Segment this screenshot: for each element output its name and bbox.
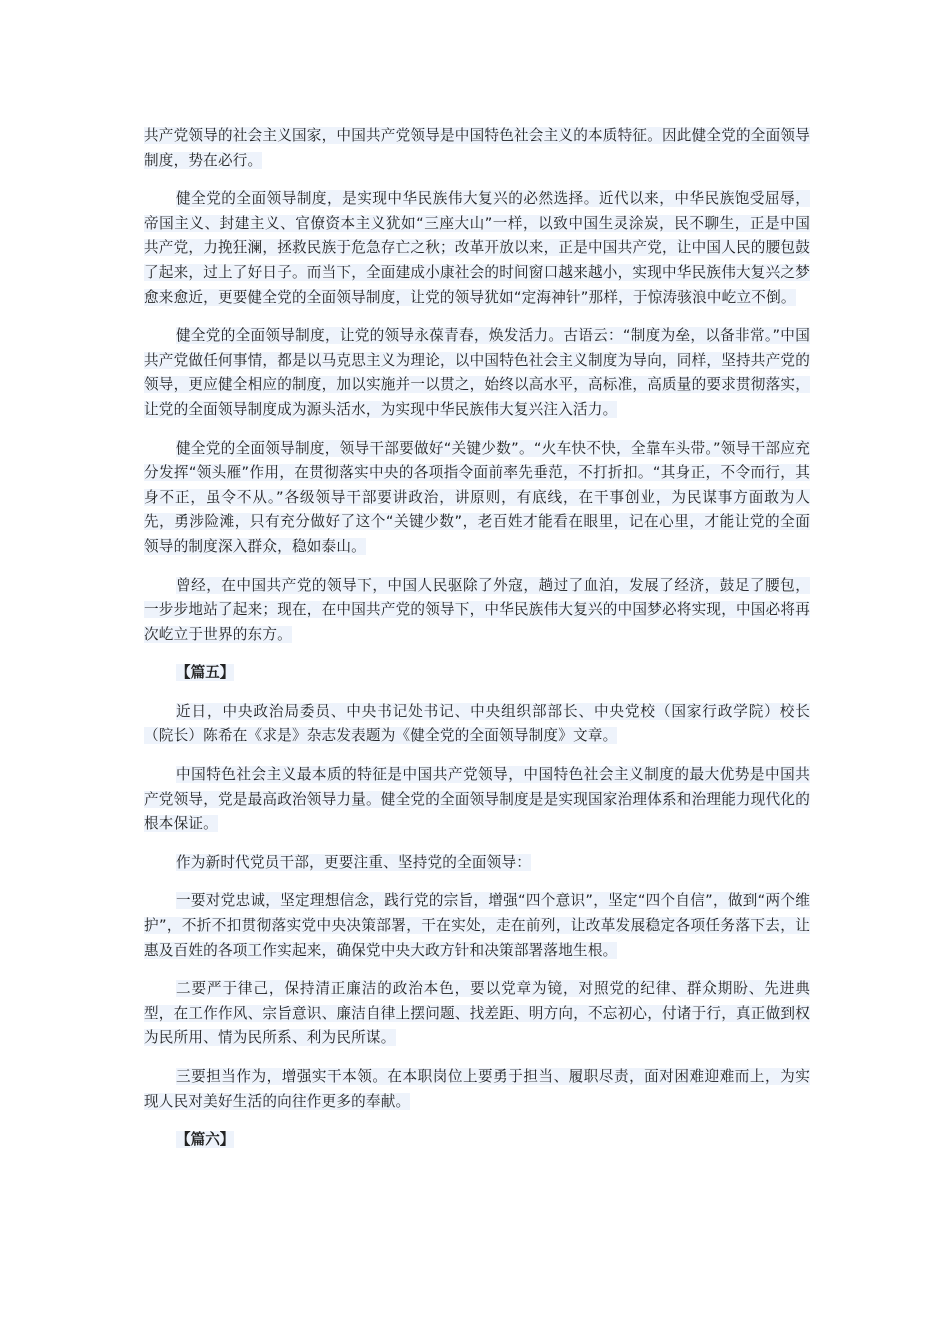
section-heading-5 xyxy=(144,661,810,686)
section5-paragraph-3 xyxy=(144,851,810,876)
section-heading-5-text: 【篇五】 xyxy=(176,664,235,682)
section-heading-6-text: 【篇六】 xyxy=(176,1131,235,1149)
section5-paragraph-5 xyxy=(144,977,810,1051)
section5-paragraph-1 xyxy=(144,700,810,749)
paragraph-4 xyxy=(144,437,810,560)
section5-paragraph-3-text: 作为新时代党员干部，更要注重、坚持党的全面领导： xyxy=(176,853,532,871)
section5-paragraph-6 xyxy=(144,1065,810,1114)
paragraph-5 xyxy=(144,574,810,648)
paragraph-2 xyxy=(144,187,810,310)
section5-paragraph-1-text: 近日，中央政治局委员、中央书记处书记、中央组织部部长、中央党校（国家行政学院）校长（院长）陈希在《求是》杂志发表题为《健全党的全面领导制度》文章。 xyxy=(144,702,810,745)
section5-paragraph-4 xyxy=(144,889,810,963)
paragraph-5-text: 曾经，在中国共产党的领导下，中国人民驱除了外寇，趟过了血泊，发展了经济，鼓足了腰包，一步步地站了起来；现在，在中国共产党的领导下，中华民族伟大复兴的中国梦必将实现，中国必将再次屹立于世界的东方。 xyxy=(144,576,810,643)
paragraph-1-text: 共产党领导的社会主义国家，中国共产党领导是中国特色社会主义的本质特征。因此健全党的全面领导制度，势在必行。 xyxy=(144,127,810,169)
paragraph-2-text: 健全党的全面领导制度，是实现中华民族伟大复兴的必然选择。近代以来，中华民族饱受屈辱，帝国主义、封建主义、官僚资本主义犹如“三座大山”一样，以致中国生灵涂炭，民不聊生，正是中国共产党，力挽狂澜，拯救民族于危急存亡之秋；改革开放以来，正是中国共产党，让中国人民的腰包鼓了起来，过上了好日子。而当下，全面建成小康社会的时间窗口越来越小，实现中华民族伟大复兴之梦愈来愈近，更要健全党的全面领导制度，让党的领导犹如“定海神针”那样，于惊涛骇浪中屹立不倒。 xyxy=(144,190,810,306)
section5-paragraph-6-text: 三要担当作为，增强实干本领。在本职岗位上要勇于担当、履职尽责，面对困难迎难而上，为实现人民对美好生活的向往作更多的奉献。 xyxy=(144,1068,810,1110)
section5-paragraph-2 xyxy=(144,763,810,837)
paragraph-4-text: 健全党的全面领导制度，领导干部要做好“关键少数”。“火车快不快，全靠车头带。”领导干部应充分发挥“领头雁”作用，在贯彻落实中央的各项指令面前率先垂范，不打折扣。“其身正，不令而行，其身不正，虽令不从。”各级领导干部要讲政治，讲原则，有底线，在干事创业，为民谋事方面敢为人先，勇涉险滩，只有充分做好了这个“关键少数”，老百姓才能看在眼里，记在心里，才能让党的全面领导的制度深入群众，稳如泰山。 xyxy=(144,439,810,555)
section5-paragraph-4-text: 一要对党忠诚，坚定理想信念，践行党的宗旨，增强“四个意识”，坚定“四个自信”，做到“两个维护”，不折不扣贯彻落实党中央决策部署，干在实处，走在前列，让改革发展稳定各项任务落下去，让惠及百姓的各项工作实起来，确保党中央大政方针和决策部署落地生根。 xyxy=(144,892,810,959)
paragraph-3 xyxy=(144,324,810,422)
section5-paragraph-2-text: 中国特色社会主义最本质的特征是中国共产党领导，中国特色社会主义制度的最大优势是中国共产党领导，党是最高政治领导力量。健全党的全面领导制度是是实现国家治理体系和治理能力现代化的根本保证。 xyxy=(144,766,810,833)
paragraph-3-text: 健全党的全面领导制度，让党的领导永葆青春，焕发活力。古语云：“制度为垒，以备非常。”中国共产党做任何事情，都是以马克思主义为理论，以中国特色社会主义制度为导向，同样，坚持共产党的领导，更应健全相应的制度，加以实施并一以贯之，始终以高水平，高标准，高质量的要求贯彻落实，让党的全面领导制度成为源头活水，为实现中华民族伟大复兴注入活力。 xyxy=(144,327,810,418)
document-page xyxy=(144,124,810,1167)
paragraph-1 xyxy=(144,124,810,173)
section-heading-6 xyxy=(144,1128,810,1153)
section5-paragraph-5-text: 二要严于律己，保持清正廉洁的政治本色，要以党章为镜，对照党的纪律、群众期盼、先进典型，在工作作风、宗旨意识、廉洁自律上摆问题、找差距、明方向，不忘初心，付诸于行，真正做到权为民所用、情为民所系、利为民所谋。 xyxy=(144,980,810,1047)
